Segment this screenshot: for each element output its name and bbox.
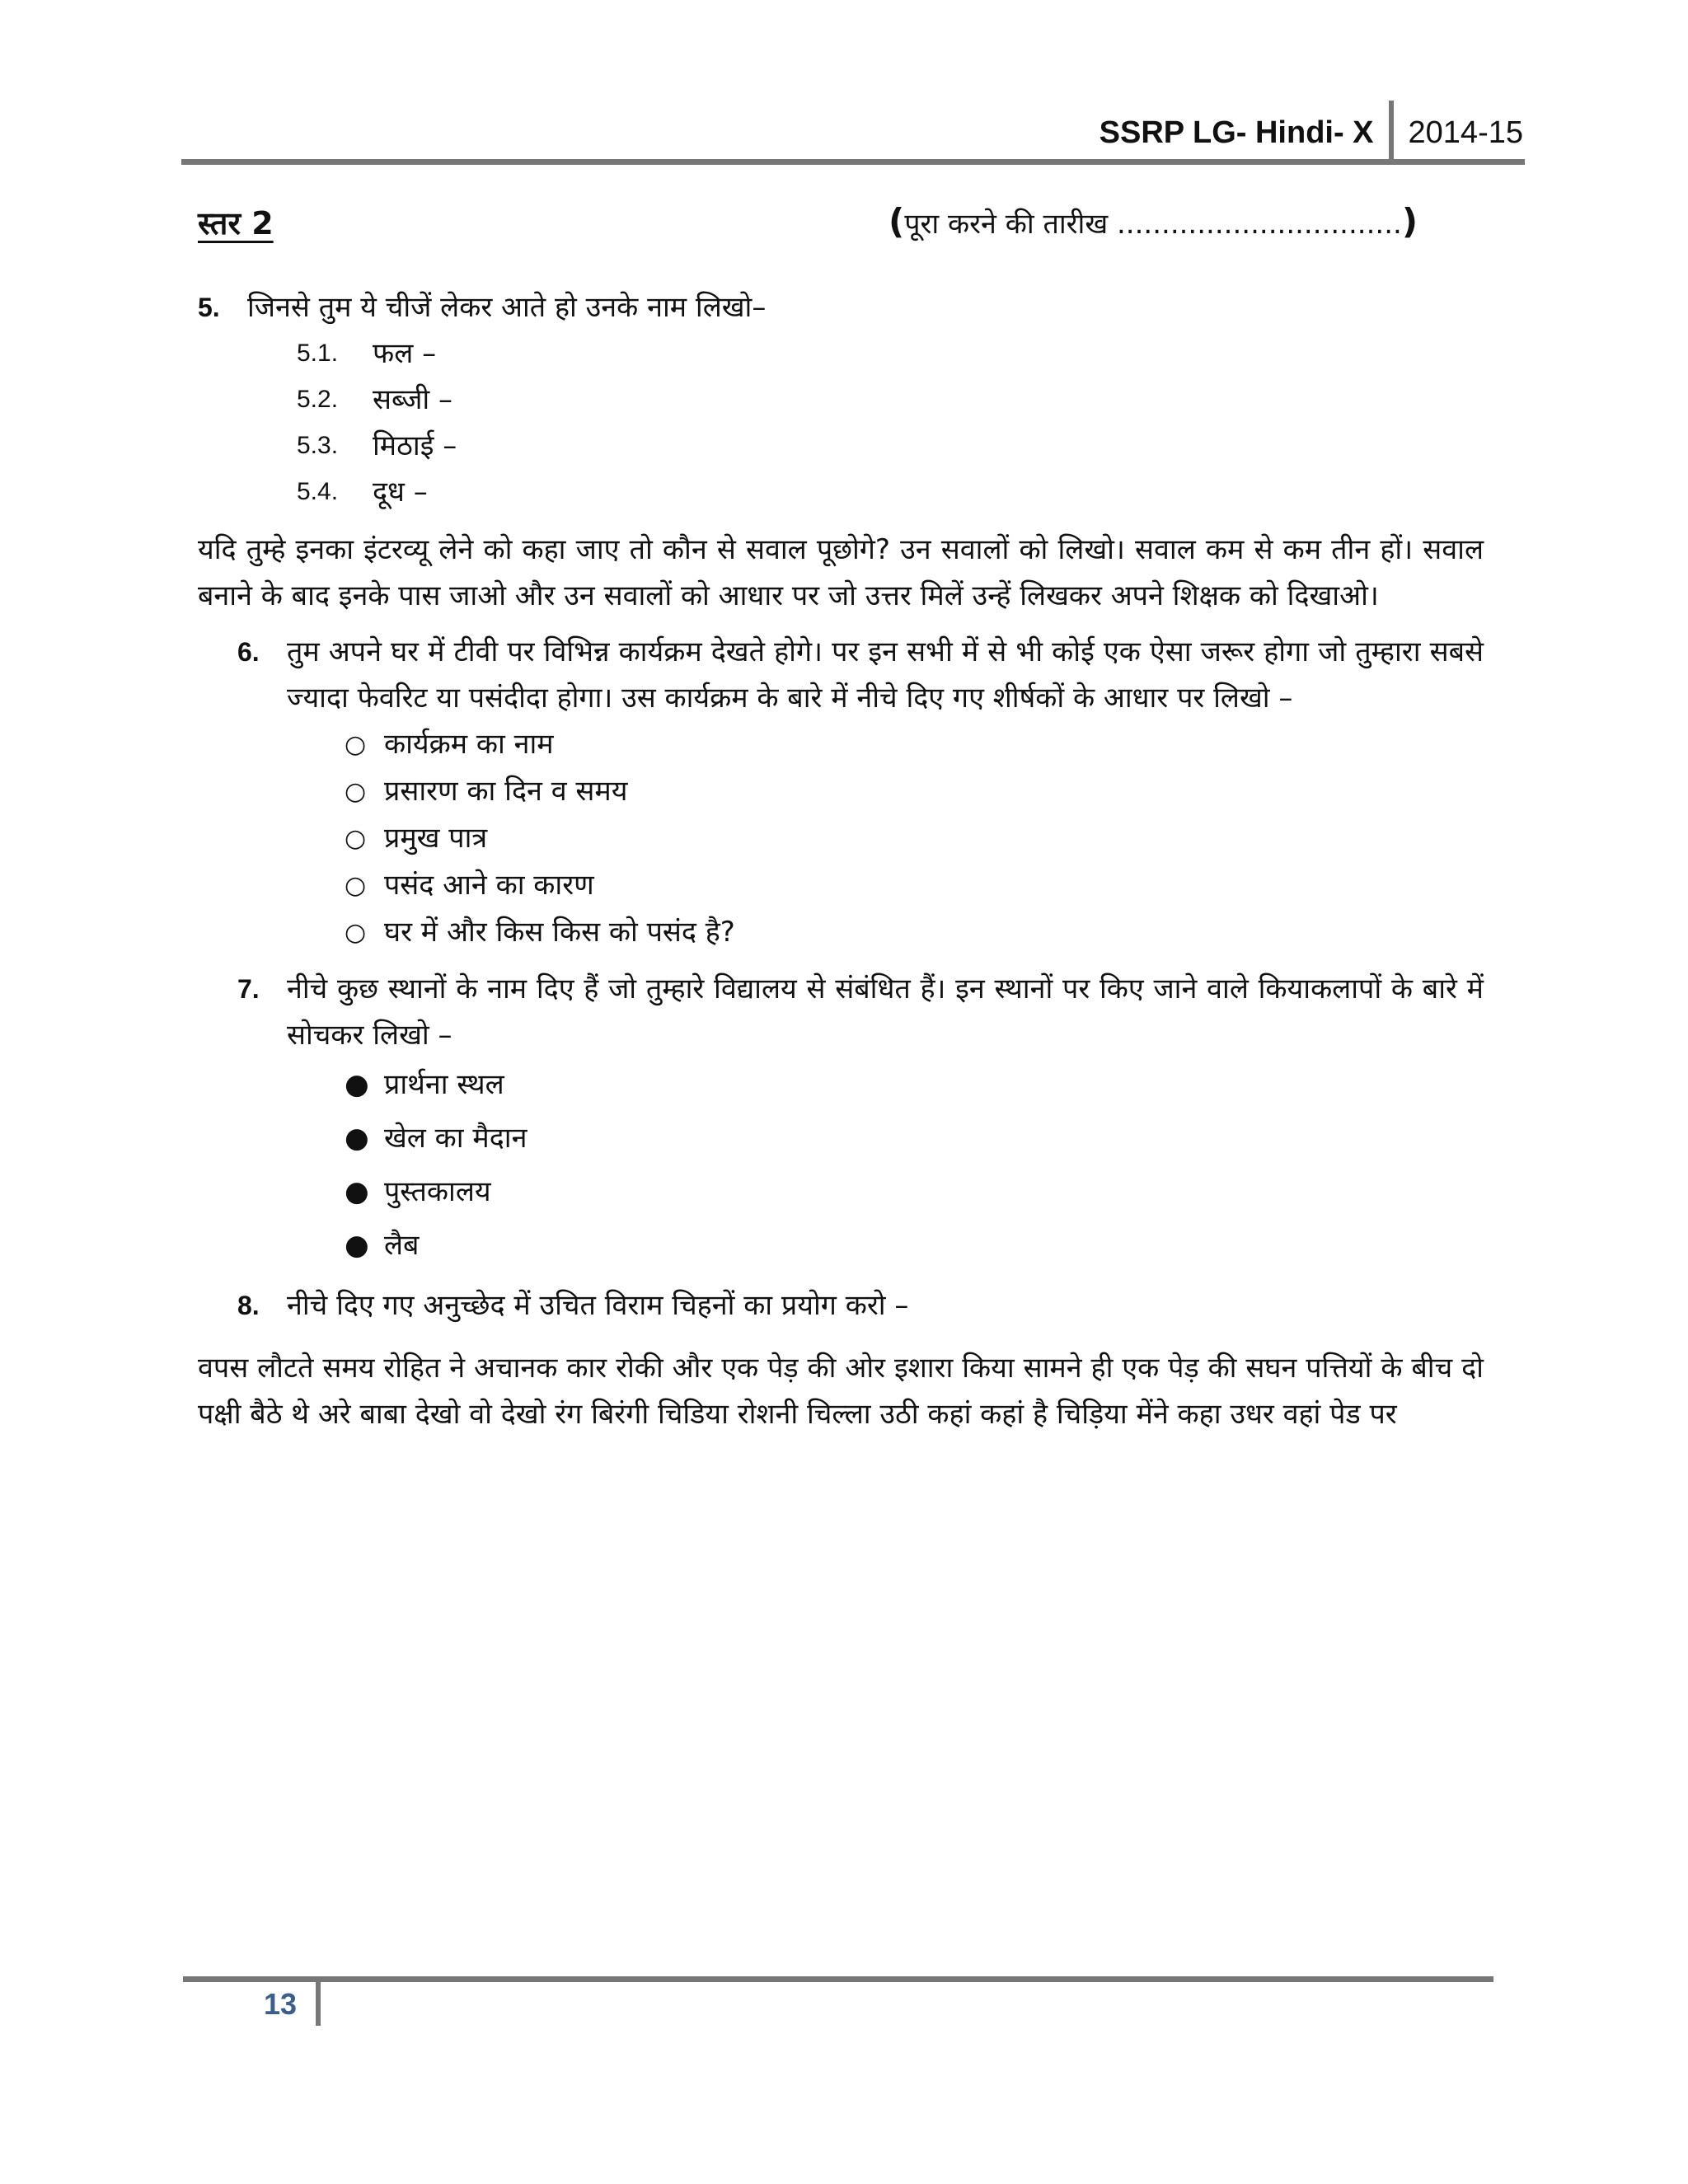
bullet-icon: ● (345, 1175, 369, 1208)
question-number: 5. (198, 293, 220, 322)
completion-close-paren: ) (1401, 201, 1418, 241)
question-text: तुम अपने घर में टीवी पर विभिन्न कार्यक्रम देखते होगे। पर इन सभी में से भी कोई एक ऐसा जरूर होगा जो तुम्हारा सबसे ज्यादा फेवरिट या पसंदीदा होगा। उस कार्यक्रम के बारे में नीचे दिए गए शीर्षकों के आधार पर लिखो – (287, 635, 1484, 715)
completion-date-line (889, 201, 1418, 241)
footer-rule (183, 1976, 1493, 1982)
header-rule (181, 159, 1525, 165)
item-text: घर में और किस किस को पसंद है? (384, 916, 735, 949)
level-title: स्तर 2 (198, 205, 274, 241)
circle-bullet-icon: ○ (345, 777, 367, 806)
question-5-paragraph: यदि तुम्हे इनका इंटरव्यू लेने को कहा जाए तो कौन से सवाल पूछोगे? उन सवालों को लिखो। सवाल कम से कम तीन हों। सवाल बनाने के बाद इनके पास जाओ और उन सवालों को आधार पर जो उत्तर मिलें उन्हें लिखकर अपने शिक्षक को दिखाओ। (198, 533, 1484, 612)
item-text: फल – (373, 337, 437, 370)
item-text: पसंद आने का कारण (384, 869, 594, 902)
bullet-icon: ● (345, 1122, 369, 1155)
list-item (345, 1058, 1484, 1112)
question-number: 7. (237, 974, 260, 1004)
item-text: प्रमुख पात्र (384, 822, 488, 855)
list-item (345, 721, 1484, 768)
page-content (198, 284, 1484, 1437)
question-number: 6. (237, 637, 260, 667)
header-doc-title: SSRP LG- Hindi- X (1099, 115, 1374, 150)
list-item (345, 1165, 1484, 1219)
item-text: पुस्तकालय (384, 1175, 491, 1208)
list-item (345, 768, 1484, 815)
item-number: 5.3. (297, 432, 339, 459)
item-text: प्रार्थना स्थल (384, 1068, 504, 1101)
circle-bullet-icon: ○ (345, 871, 367, 900)
question-6-items (345, 721, 1484, 956)
list-item (297, 377, 1484, 423)
list-item (345, 815, 1484, 862)
question-8 (237, 1282, 1484, 1329)
list-item (297, 469, 1484, 515)
circle-bullet-icon: ○ (345, 918, 367, 947)
list-item (297, 423, 1484, 469)
item-text: सब्जी – (373, 383, 453, 416)
list-item (345, 909, 1484, 956)
question-7 (237, 966, 1484, 1272)
question-text: नीचे दिए गए अनुच्छेद में उचित विराम चिहनों का प्रयोग करो – (287, 1289, 909, 1322)
question-7-items (345, 1058, 1484, 1272)
item-number: 5.1. (297, 340, 339, 367)
list-item (345, 1112, 1484, 1165)
item-text: लैब (384, 1229, 420, 1262)
footer-separator (316, 1976, 321, 2026)
item-number: 5.2. (297, 386, 339, 413)
list-item (345, 862, 1484, 909)
bullet-icon: ● (345, 1068, 369, 1101)
list-item (345, 1219, 1484, 1272)
question-number: 8. (237, 1291, 260, 1320)
item-number: 5.4. (297, 478, 339, 505)
question-5-items (297, 330, 1484, 515)
question-6 (237, 629, 1484, 956)
bullet-icon: ● (345, 1229, 369, 1262)
header-year: 2014-15 (1408, 115, 1523, 150)
question-text: जिनसे तुम ये चीजें लेकर आते हो उनके नाम लिखो– (247, 291, 767, 324)
page-number: 13 (264, 1987, 298, 2021)
item-text: खेल का मैदान (384, 1122, 528, 1155)
item-text: कार्यक्रम का नाम (384, 728, 554, 761)
item-text: मिठाई – (373, 429, 457, 462)
circle-bullet-icon: ○ (345, 730, 367, 759)
circle-bullet-icon: ○ (345, 824, 367, 853)
question-5 (198, 284, 1484, 619)
item-text: प्रसारण का दिन व समय (384, 775, 628, 808)
question-8-paragraph: वपस लौटते समय रोहित ने अचानक कार रोकी और एक पेड़ की ओर इशारा किया सामने ही एक पेड़ की सघन पत्तियों के बीच दो पक्षी बैठे थे अरे बाबा देखो वो देखो रंग बिरंगी चिडिया रोशनी चिल्ला उठी कहां कहां है चिड़िया मेंने कहा उधर वहां पेड पर (198, 1352, 1484, 1431)
question-text: नीचे कुछ स्थानों के नाम दिए हैं जो तुम्हारे विद्यालय से संबंधित हैं। इन स्थानों पर किए जाने वाले कियाकलापों के बारे में सोचकर लिखो – (287, 972, 1484, 1052)
item-text: दूध – (373, 476, 428, 509)
completion-open-paren: ( (889, 201, 905, 241)
completion-date-label: पूरा करने की तारीख ................................ (904, 208, 1402, 241)
list-item (297, 330, 1484, 377)
page-header (1100, 107, 1523, 158)
